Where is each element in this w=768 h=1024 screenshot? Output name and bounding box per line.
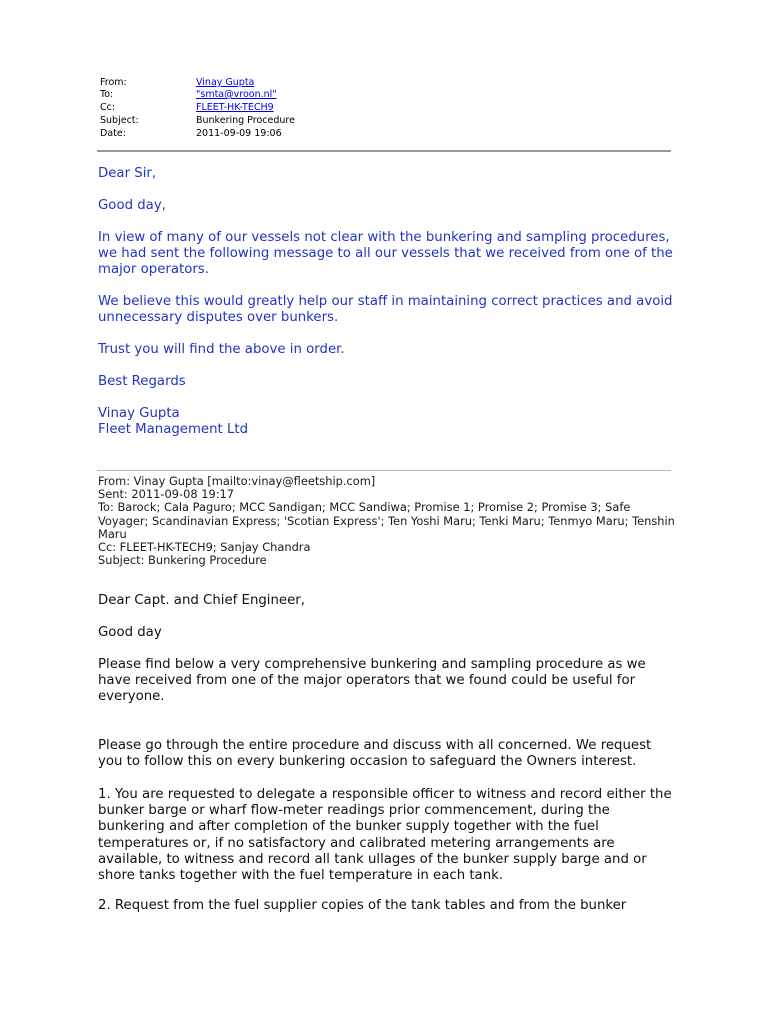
from-label: From: bbox=[100, 77, 127, 88]
forwarded-sent: Sent: 2011-09-08 19:17 bbox=[98, 487, 235, 502]
from-link[interactable]: Vinay Gupta bbox=[196, 77, 255, 88]
reply-regards: Best Regards bbox=[98, 374, 186, 389]
cc-label: Cc: bbox=[100, 102, 116, 113]
procedure-item-2: 2. Request from the fuel supplier copies of the tank tables and from the bunker bbox=[98, 898, 627, 913]
cc-link[interactable]: FLEET-HK-TECH9 bbox=[196, 102, 274, 113]
reply-goodday: Good day, bbox=[98, 198, 166, 213]
forwarded-cc: Cc: FLEET-HK-TECH9; Sanjay Chandra bbox=[98, 540, 311, 555]
date-value: 2011-09-09 19:06 bbox=[196, 128, 282, 139]
to-link[interactable]: "smta@vroon.nl" bbox=[196, 89, 277, 100]
forwarded-header bbox=[98, 475, 678, 567]
subject-label: Subject: bbox=[100, 115, 139, 126]
header-divider bbox=[97, 150, 671, 152]
to-label: To: bbox=[100, 89, 114, 100]
forwarded-subject: Subject: Bunkering Procedure bbox=[98, 553, 267, 568]
message-paragraph-1: Please find below a very comprehensive bunkering and sampling procedure as we have received from one of the major operators that we found could be useful for everyone. bbox=[98, 657, 646, 705]
message-goodday: Good day bbox=[98, 625, 162, 640]
reply-greeting: Dear Sir, bbox=[98, 166, 157, 181]
reply-paragraph-2: We believe this would greatly help our staff in maintaining correct practices and avoid unnecessary disputes over bunkers. bbox=[98, 294, 673, 325]
signature-company: Fleet Management Ltd bbox=[98, 422, 249, 437]
procedure-item-1: 1. You are requested to delegate a responsible officer to witness and record either the bunker barge or wharf flow-meter readings prior commencement, during the bunkering and after completion of the bunker supply together with the fuel temperatures or, if no satisfactory and calibrated metering arrangements are available, to witness and record all tank ullages of the bunker supply barge and or shore tanks together with the fuel temperature in each tank. bbox=[98, 787, 672, 884]
forward-divider bbox=[97, 470, 671, 471]
subject-value: Bunkering Procedure bbox=[196, 115, 295, 126]
reply-paragraph-3: Trust you will find the above in order. bbox=[98, 342, 345, 357]
message-paragraph-2: Please go through the entire procedure and discuss with all concerned. We request you to follow this on every bunkering occasion to safeguard the Owners interest. bbox=[98, 738, 652, 770]
date-label: Date: bbox=[100, 128, 126, 139]
message-greeting: Dear Capt. and Chief Engineer, bbox=[98, 593, 305, 608]
forwarded-from: From: Vinay Gupta [mailto:vinay@fleetship.com] bbox=[98, 474, 376, 488]
reply-paragraph-1: In view of many of our vessels not clear with the bunkering and sampling procedures, we had sent the following message to all our vessels that we received from one of the major operators. bbox=[98, 230, 673, 277]
signature-name: Vinay Gupta bbox=[98, 406, 180, 421]
forwarded-to: To: Barock; Cala Paguro; MCC Sandigan; MCC Sandiwa; Promise 1; Promise 2; Promise 3; Safe Voyager; Scandinavian Express; 'Scotian Express'; Ten Yoshi Maru; Tenki Maru; Tenmyo Maru; Tenshin Maru bbox=[98, 500, 675, 541]
